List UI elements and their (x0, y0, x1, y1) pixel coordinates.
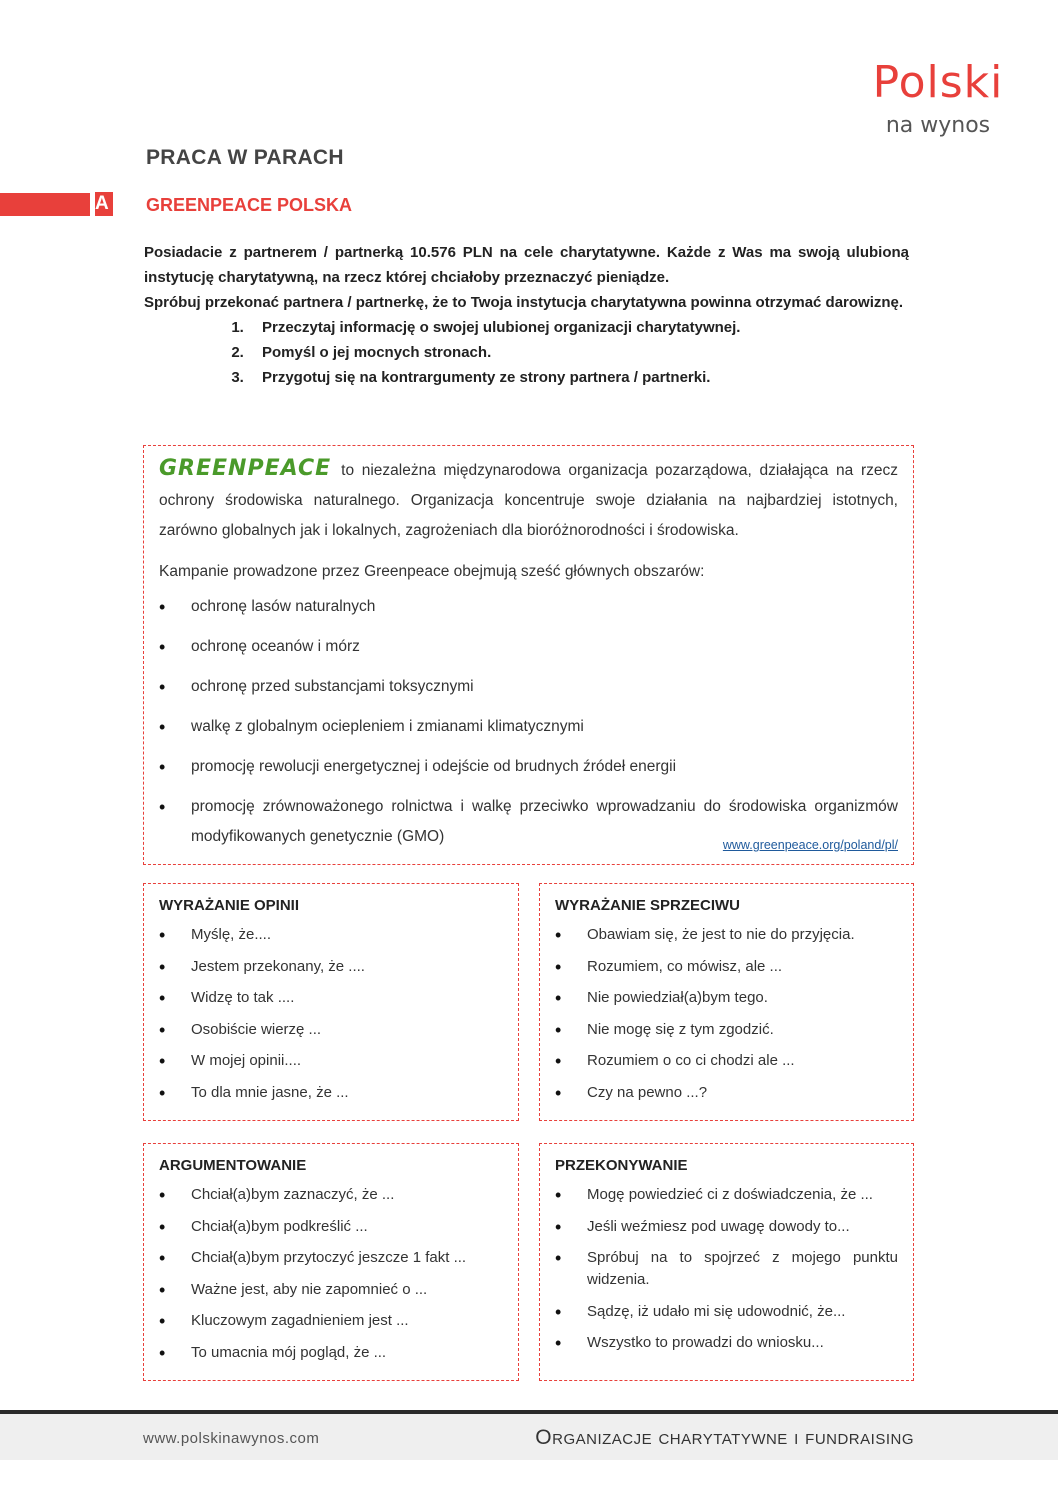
campaign-areas-list (159, 592, 898, 852)
footer-topic-title: Organizacje charytatywne i fundraising (535, 1426, 914, 1449)
campaigns-intro: Kampanie prowadzone przez Greenpeace obejmują sześć głównych obszarów: (159, 563, 705, 580)
list-item: • Jestem przekonany, że .... (159, 956, 503, 978)
greenpeace-logo: GREENPEACE (159, 456, 332, 481)
greenpeace-website-link[interactable]: www.greenpeace.org/poland/pl/ (722, 838, 898, 852)
phrase-box-title: PRZEKONYWANIE (555, 1157, 688, 1174)
instructions (144, 240, 909, 390)
section-accent-bar (0, 193, 90, 216)
phrase-box-title: WYRAŻANIE OPINII (159, 897, 300, 914)
list-item: • To umacnia mój pogląd, że ... (159, 1342, 503, 1364)
footer (0, 1414, 1058, 1460)
phrase-box-arguing (143, 1143, 519, 1381)
list-item: • Czy na pewno ...? (555, 1082, 898, 1104)
instructions-steps (144, 315, 909, 390)
list-item: • ochronę oceanów i mórz (159, 632, 898, 662)
list-item: • Kluczowym zagadnieniem jest ... (159, 1310, 503, 1332)
greenpeace-intro-text: to niezależna międzynarodowa organizacja pozarządowa, działająca na rzecz ochrony środowiska naturalnego. Organizacja koncentruje swoje działania na najbardziej istotnych, zarówno globalnych jak i lokalnych, zagrożeniach dla bioróżnorodności i środowiska. (159, 462, 898, 539)
phrase-list (555, 924, 898, 1104)
list-item: • Chciał(a)bym podkreślić ... (159, 1216, 503, 1238)
list-item: • Wszystko to prowadzi do wniosku... (555, 1332, 898, 1354)
list-item: • Widzę to tak .... (159, 987, 503, 1009)
list-item: • Obawiam się, że jest to nie do przyjęcia. (555, 924, 898, 946)
instruction-step: 3. Przygotuj się na kontrargumenty ze strony partnera / partnerki. (248, 365, 909, 390)
instructions-paragraph-2: Spróbuj przekonać partnera / partnerkę, że to Twoja instytucja charytatywna powinna otrzymać darowiznę. (144, 294, 904, 311)
logo-main-text: Polski (872, 57, 1004, 108)
phrase-list (159, 1184, 503, 1364)
list-item: • ochronę przed substancjami toksycznymi (159, 672, 898, 702)
footer-website-url: www.polskinawynos.com (143, 1430, 320, 1447)
phrase-list (555, 1184, 898, 1354)
list-item: • ochronę lasów naturalnych (159, 592, 898, 622)
logo-sub-text: na wynos (885, 113, 991, 138)
instruction-step: 1. Przeczytaj informację o swojej ulubionej organizacji charytatywnej. (248, 315, 909, 340)
list-item: • walkę z globalnym ociepleniem i zmianami klimatycznymi (159, 712, 898, 742)
list-item: • Osobiście wierzę ... (159, 1019, 503, 1041)
phrase-list (159, 924, 503, 1104)
instructions-paragraph-1: Posiadacie z partnerem / partnerką 10.576 PLN na cele charytatywne. Każde z Was ma swoją ulubioną instytucję charytatywną, na rzecz której chciałoby przeznaczyć pieniądze. (144, 244, 909, 286)
list-item: • Rozumiem o co ci chodzi ale ... (555, 1050, 898, 1072)
phrase-box-title: WYRAŻANIE SPRZECIWU (555, 897, 740, 914)
list-item: • Rozumiem, co mówisz, ale ... (555, 956, 898, 978)
list-item: • Jeśli weźmiesz pod uwagę dowody to... (555, 1216, 898, 1238)
phrase-box-title: ARGUMENTOWANIE (159, 1157, 307, 1174)
list-item: • Mogę powiedzieć ci z doświadczenia, że ... (555, 1184, 898, 1206)
phrase-box-expressing-disagreement (539, 883, 914, 1121)
section-letter: A (95, 192, 113, 216)
list-item: • Nie mogę się z tym zgodzić. (555, 1019, 898, 1041)
list-item: • Chciał(a)bym zaznaczyć, że ... (159, 1184, 503, 1206)
instruction-step: 2. Pomyśl o jej mocnych stronach. (248, 340, 909, 365)
list-item: • Sądzę, iż udało mi się udowodnić, że... (555, 1301, 898, 1323)
page-title: PRACA W PARACH (146, 146, 344, 169)
list-item: • W mojej opinii.... (159, 1050, 503, 1072)
list-item: • promocję zrównoważonego rolnictwa i walkę przeciwko wprowadzaniu do środowiska organizmów modyfikowanych genetycznie (GMO) (159, 792, 898, 852)
phrase-box-persuading (539, 1143, 914, 1381)
phrase-box-expressing-opinion (143, 883, 519, 1121)
list-item: • promocję rewolucji energetycznej i odejście od brudnych źródeł energii (159, 752, 898, 782)
list-item: • Spróbuj na to spojrzeć z mojego punktu widzenia. (555, 1247, 898, 1291)
greenpeace-intro (159, 454, 898, 546)
greenpeace-info-box (143, 445, 914, 865)
list-item: • Chciał(a)bym przytoczyć jeszcze 1 fakt ... (159, 1247, 503, 1269)
polski-na-wynos-logo (868, 58, 1008, 140)
section-title: GREENPEACE POLSKA (146, 195, 353, 215)
list-item: • Nie powiedział(a)bym tego. (555, 987, 898, 1009)
list-item: • To dla mnie jasne, że ... (159, 1082, 503, 1104)
list-item: • Myślę, że.... (159, 924, 503, 946)
list-item: • Ważne jest, aby nie zapomnieć o ... (159, 1279, 503, 1301)
